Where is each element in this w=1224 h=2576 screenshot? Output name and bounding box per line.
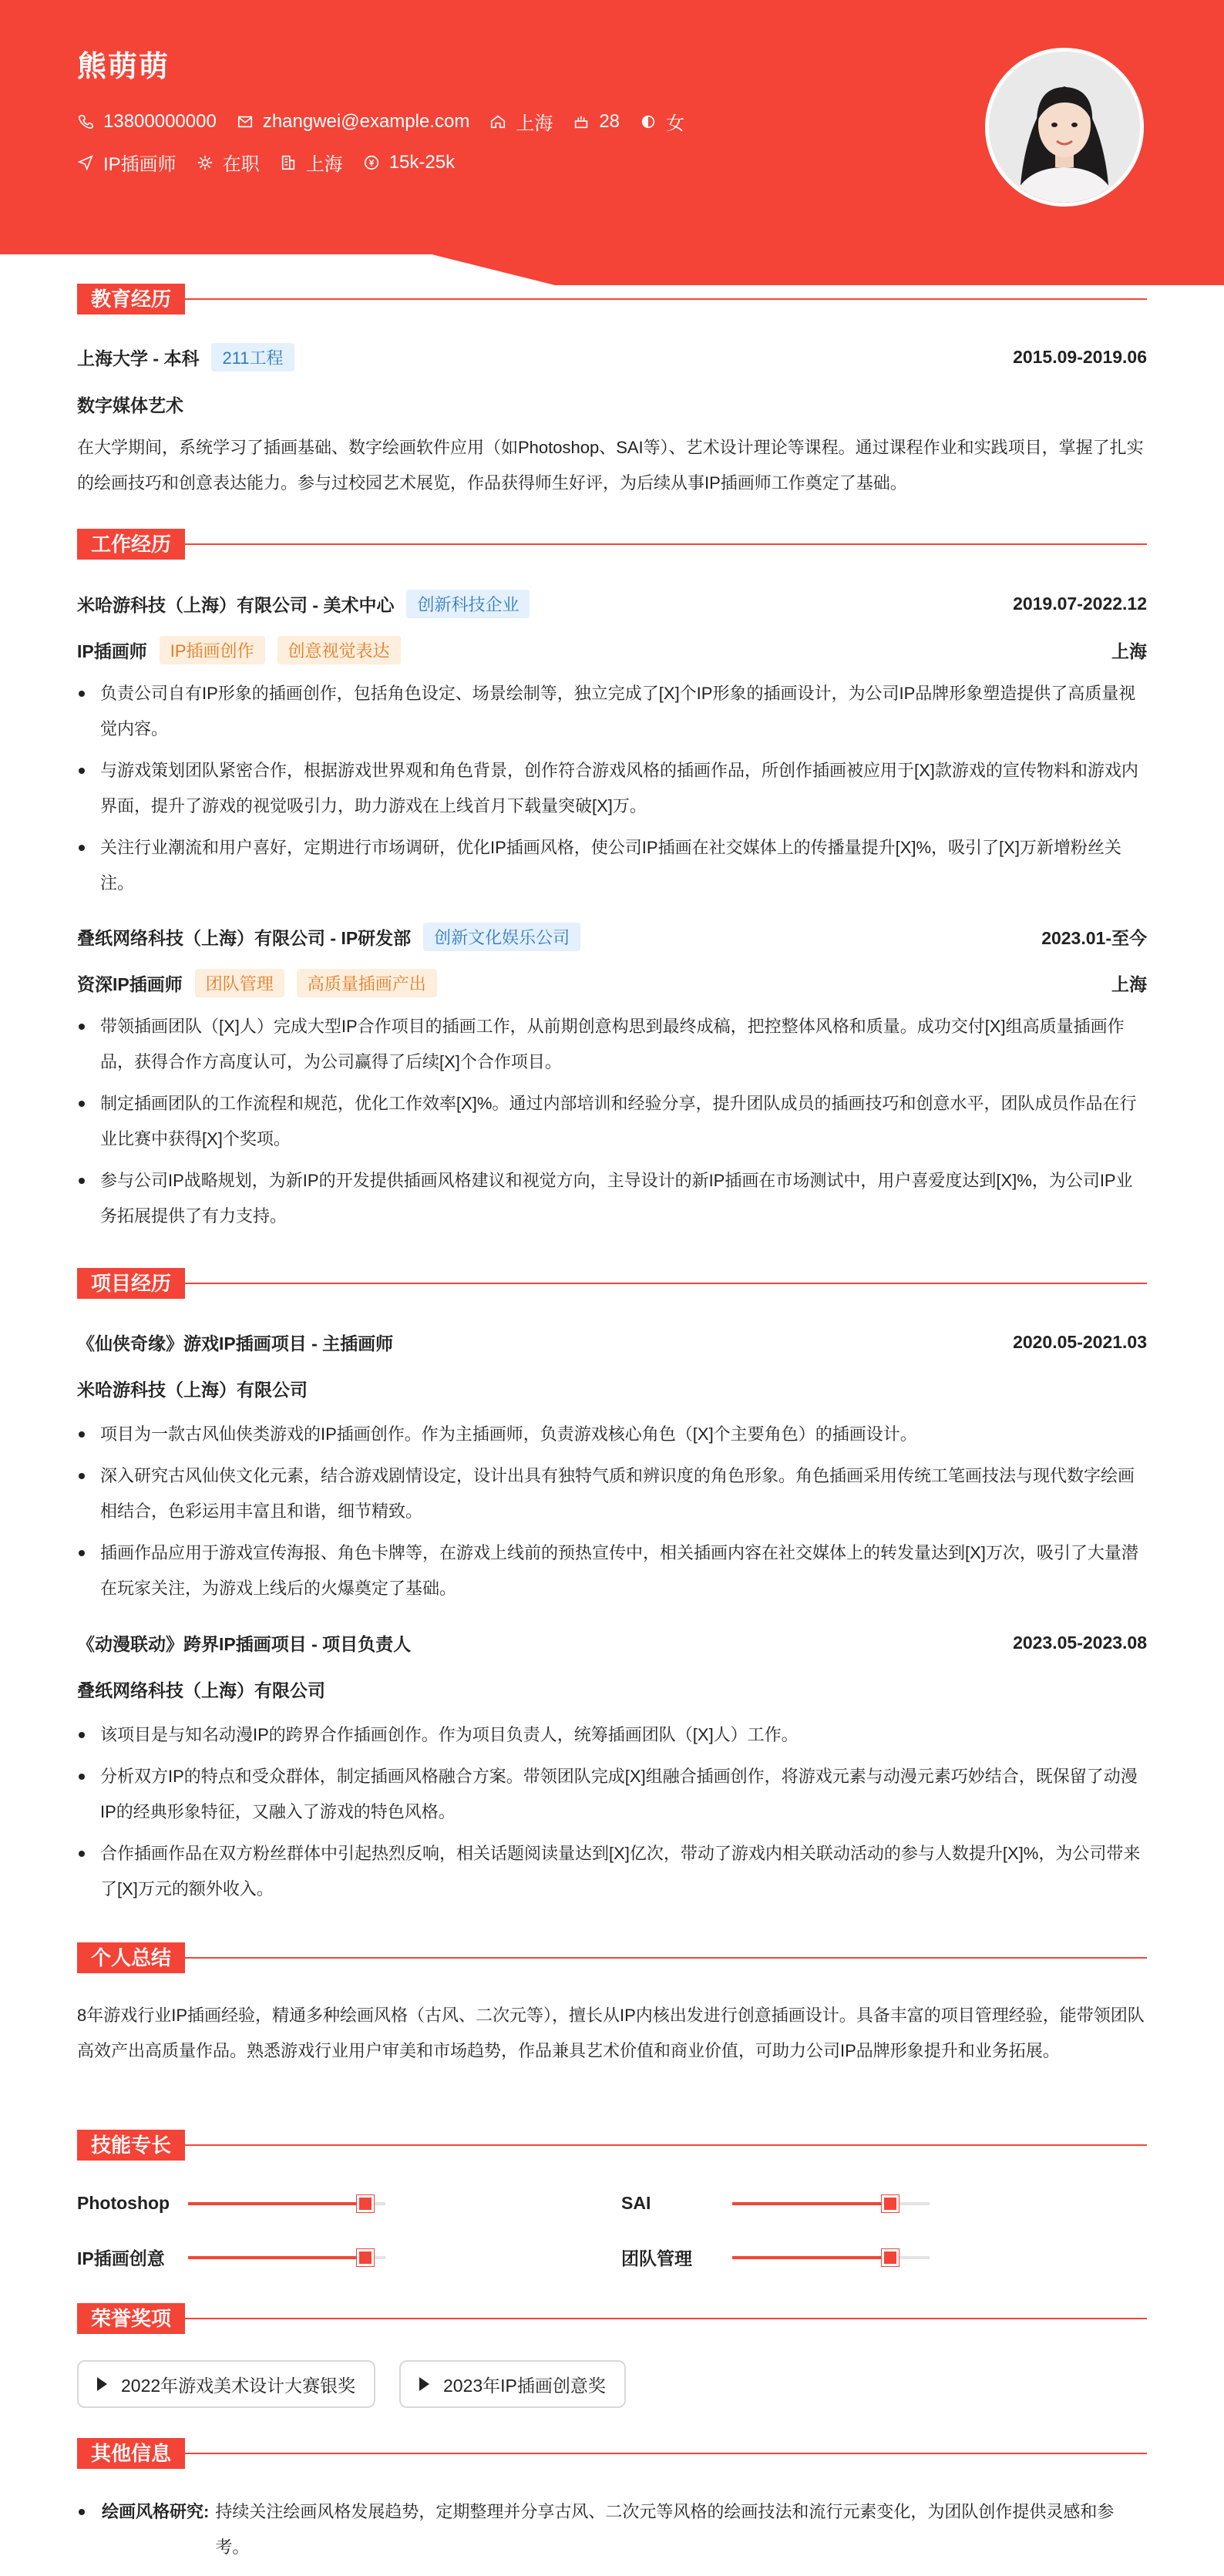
- job-title-text: IP插画师: [103, 154, 177, 175]
- skill-track: [732, 2202, 930, 2205]
- status-item: [197, 149, 260, 176]
- project-bullets: [77, 1417, 1147, 1613]
- section-projects: [77, 1268, 1147, 1299]
- list-item: 项目为一款古风仙侠类游戏的IP插画创作。作为主插画师，负责游戏核心角色（[X]个主要角色）的插画设计。: [77, 1417, 1147, 1452]
- skill-name: IP插画创意: [77, 2248, 165, 2268]
- gender-text: 女: [666, 113, 685, 134]
- list-item: 与游戏策划团队紧密合作，根据游戏世界观和角色背景，创作符合游戏风格的插画作品，所创作插画被应用于[X]款游戏的宣传物料和游戏内界面，提升了游戏的视觉吸引力，助力游戏在上线首月下载量突破[X]万。: [77, 753, 1147, 824]
- other-info-value: 持续关注绘画风格发展趋势，定期整理并分享古风、二次元等风格的绘画技法和流行元素变化，为团队创作提供灵感和参考。: [215, 2502, 1115, 2557]
- education-tag: 211工程: [211, 343, 294, 372]
- resume-header: [0, 0, 1224, 285]
- play-icon: [97, 2377, 107, 2391]
- work-location: 上海: [1111, 974, 1147, 994]
- award-label: 2022年游戏美术设计大赛银奖: [121, 2375, 356, 2396]
- salary-text: 15k-25k: [388, 151, 456, 173]
- section-title: 荣誉奖项: [77, 2303, 185, 2334]
- work-company: 叠纸网络科技（上海）有限公司 - IP研发部: [77, 928, 412, 948]
- city-text: 上海: [516, 113, 553, 134]
- city-item: [489, 108, 553, 135]
- money-icon: [363, 154, 380, 171]
- age-item: [573, 111, 620, 133]
- email-text: zhangwei@example.com: [262, 110, 470, 132]
- work-role: 资深IP插画师: [77, 974, 183, 994]
- phone-icon: [77, 113, 94, 130]
- skill-track: [188, 2202, 385, 2205]
- work-skill-tag: IP插画创作: [160, 636, 265, 664]
- skill-name: SAI: [621, 2193, 651, 2213]
- list-item: 插画作品应用于游戏宣传海报、角色卡牌等，在游戏上线前的预热宣传中，相关插画内容在社交媒体上的转发量达到[X]万次，吸引了大量潜在玩家关注，为游戏上线后的火爆奠定了基础。: [77, 1535, 1147, 1606]
- work-role: IP插画师: [77, 641, 147, 661]
- list-item: 该项目是与知名动漫IP的跨界合作插画创作。作为项目负责人，统筹插画团队（[X]人）工作。: [77, 1717, 1147, 1753]
- skill-knob: [882, 2195, 899, 2212]
- skill-name: Photoshop: [77, 2193, 170, 2213]
- work-title-row: [77, 590, 1147, 618]
- section-title: 个人总结: [77, 1942, 185, 1973]
- award-label: 2023年IP插画创意奖: [443, 2375, 606, 2396]
- work-company: 米哈游科技（上海）有限公司 - 美术中心: [77, 595, 395, 615]
- project-bullets: [77, 1717, 1147, 1913]
- status-text: 在职: [222, 154, 260, 175]
- skill-item: [77, 2193, 385, 2214]
- work-company-tag: 创新科技企业: [406, 590, 530, 618]
- job-title-item: [77, 149, 177, 176]
- skill-track: [188, 2256, 385, 2259]
- work-city-item: [280, 149, 343, 176]
- section-title: 工作经历: [77, 529, 185, 560]
- play-icon: [419, 2377, 429, 2391]
- work-role-row: [77, 969, 1147, 997]
- skill-item: [621, 2193, 930, 2214]
- work-skill-tag: 创意视觉表达: [277, 636, 401, 664]
- work-skill-tag: 团队管理: [195, 969, 284, 997]
- project-company: 米哈游科技（上海）有限公司: [77, 1380, 308, 1400]
- avatar: [985, 48, 1144, 207]
- summary-text: 8年游戏行业IP插画经验，精通多种绘画风格（古风、二次元等），擅长从IP内核出发进行创意插画设计。具备丰富的项目管理经验，能带领团队高效产出高质量作品。熟悉游戏行业用户审美和市场趋势，作品兼具艺术价值和商业价值，可助力公司IP品牌形象提升和业务拓展。: [77, 2006, 1145, 2060]
- skill-knob: [882, 2249, 899, 2266]
- gender-icon: [640, 113, 657, 130]
- mail-icon: [237, 113, 254, 130]
- age-text: 28: [599, 110, 620, 132]
- list-item: 分析双方IP的特点和受众群体，制定插画风格融合方案。带领团队完成[X]组融合插画创作，将游戏元素与动漫元素巧妙结合，既保留了动漫IP的经典形象特征，又融入了游戏的特色风格。: [77, 1759, 1147, 1830]
- education-description: 在大学期间，系统学习了插画基础、数字绘画软件应用（如Photoshop、SAI等）、艺术设计理论等课程。通过课程作业和实践项目，掌握了扎实的绘画技巧和创意表达能力。参与过校园艺术展览，作品获得师生好评，为后续从事IP插画师工作奠定了基础。: [77, 438, 1144, 493]
- other-info-item: [77, 2494, 1147, 2565]
- list-item: 关注行业潮流和用户喜好，定期进行市场调研，优化IP插画风格，使公司IP插画在社交媒体上的传播量提升[X]%，吸引了[X]万新增粉丝关注。: [77, 830, 1147, 901]
- bullet-dot: [79, 2509, 85, 2515]
- list-item: 负责公司自有IP形象的插画创作，包括角色设定、场景绘制等，独立完成了[X]个IP形象的插画设计，为公司IP品牌形象塑造提供了高质量视觉内容。: [77, 676, 1147, 747]
- project-title: 《仙侠奇缘》游戏IP插画项目 - 主插画师: [77, 1333, 394, 1354]
- education-title-row: [77, 343, 1147, 372]
- section-divider: [185, 2453, 1147, 2454]
- work-skill-tag: 高质量插画产出: [297, 969, 437, 997]
- skill-name: 团队管理: [621, 2248, 692, 2268]
- project-company-row: [77, 1376, 1147, 1401]
- salary-item: [363, 152, 455, 173]
- section-skills: [77, 2130, 1147, 2161]
- education-major: 数字媒体艺术: [77, 395, 183, 415]
- skill-fill: [188, 2256, 365, 2259]
- work-company-tag: 创新文化娱乐公司: [423, 923, 580, 951]
- section-education: [77, 284, 1147, 314]
- project-company: 叠纸网络科技（上海）有限公司: [77, 1680, 325, 1700]
- building-icon: [280, 154, 297, 171]
- send-icon: [77, 154, 94, 171]
- skill-knob: [357, 2249, 374, 2266]
- skill-knob: [357, 2195, 374, 2212]
- job-row: [77, 149, 475, 176]
- work-location: 上海: [1111, 641, 1147, 661]
- section-divider: [185, 2144, 1147, 2146]
- work-title-row: [77, 923, 1147, 951]
- other-info-key: 绘画风格研究:: [102, 2502, 210, 2521]
- project-title-row: [77, 1630, 1147, 1656]
- work-date: 2023.01-至今: [1041, 928, 1147, 948]
- gender-item: [640, 108, 684, 135]
- section-divider: [185, 298, 1147, 300]
- cake-icon: [573, 113, 590, 130]
- award-chip: [77, 2360, 375, 2408]
- education-major-row: [77, 392, 1147, 417]
- avatar-portrait-icon: [989, 52, 1140, 203]
- section-summary: [77, 1942, 1147, 1973]
- project-date: 2020.05-2021.03: [1013, 1332, 1147, 1352]
- section-divider: [185, 1957, 1147, 1959]
- email-item: [237, 111, 470, 133]
- section-title: 技能专长: [77, 2130, 185, 2161]
- section-divider: [185, 1283, 1147, 1284]
- award-chip: [399, 2360, 626, 2408]
- work-date: 2019.07-2022.12: [1013, 594, 1147, 614]
- gear-icon: [197, 154, 214, 171]
- education-date: 2015.09-2019.06: [1013, 347, 1147, 367]
- project-company-row: [77, 1676, 1147, 1702]
- section-divider: [185, 543, 1147, 545]
- project-title: 《动漫联动》跨界IP插画项目 - 项目负责人: [77, 1634, 412, 1654]
- section-title: 其他信息: [77, 2438, 185, 2469]
- candidate-name: 熊萌萌: [77, 51, 170, 83]
- project-date: 2023.05-2023.08: [1013, 1633, 1147, 1653]
- skill-fill: [732, 2202, 890, 2205]
- list-item: 制定插画团队的工作流程和规范，优化工作效率[X]%。通过内部培训和经验分享，提升团队成员的插画技巧和创意水平，团队成员作品在行业比赛中获得[X]个奖项。: [77, 1086, 1147, 1157]
- skill-item: [621, 2245, 930, 2270]
- work-city-text: 上海: [305, 154, 343, 175]
- contact-row: [77, 108, 704, 135]
- section-awards: [77, 2303, 1147, 2334]
- phone-text: 13800000000: [103, 110, 217, 132]
- section-title: 教育经历: [77, 284, 185, 314]
- work-role-row: [77, 636, 1147, 664]
- skill-fill: [188, 2202, 365, 2205]
- home-icon: [489, 113, 506, 130]
- skill-fill: [732, 2256, 890, 2259]
- list-item: 带领插画团队（[X]人）完成大型IP合作项目的插画工作，从前期创意构思到最终成稿，把控整体风格和质量。成功交付[X]组高质量插画作品，获得合作方高度认可，为公司赢得了后续[X]个合作项目。: [77, 1009, 1147, 1080]
- project-title-row: [77, 1330, 1147, 1355]
- work-bullets: [77, 1009, 1147, 1240]
- education-school: 上海大学 - 本科: [77, 348, 200, 368]
- list-item: 参与公司IP战略规划，为新IP的开发提供插画风格建议和视觉方向，主导设计的新IP插画在市场测试中，用户喜爱度达到[X]%，为公司IP业务拓展提供了有力支持。: [77, 1163, 1147, 1234]
- skill-track: [732, 2256, 930, 2259]
- section-divider: [185, 2318, 1147, 2319]
- section-other: [77, 2438, 1147, 2469]
- work-bullets: [77, 676, 1147, 907]
- section-title: 项目经历: [77, 1268, 185, 1299]
- list-item: 合作插画作品在双方粉丝群体中引起热烈反响，相关话题阅读量达到[X]亿次，带动了游戏内相关联动活动的参与人数提升[X]%，为公司带来了[X]万元的额外收入。: [77, 1836, 1147, 1907]
- section-work: [77, 529, 1147, 560]
- skill-item: [77, 2245, 385, 2270]
- phone-item: [77, 111, 217, 133]
- list-item: 深入研究古风仙侠文化元素，结合游戏剧情设定，设计出具有独特气质和辨识度的角色形象。角色插画采用传统工笔画技法与现代数字绘画相结合，色彩运用丰富且和谐，细节精致。: [77, 1458, 1147, 1529]
